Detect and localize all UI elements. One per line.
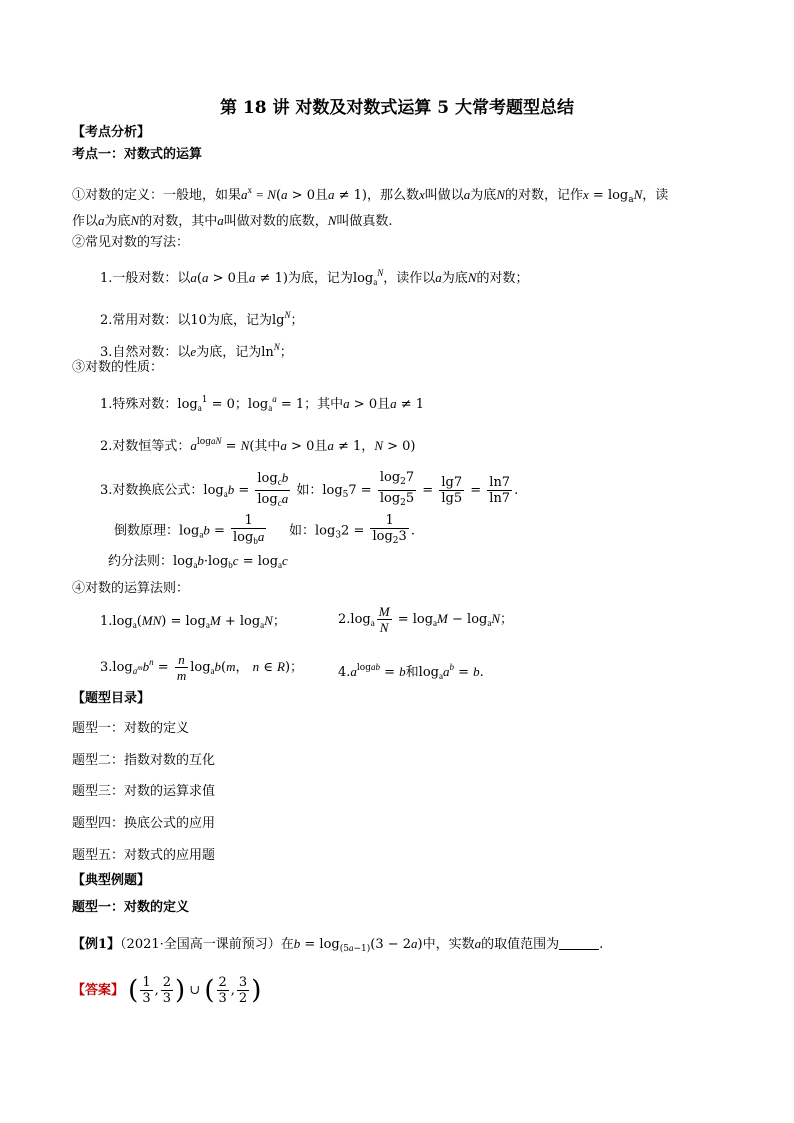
reciprocal-principle: 倒数原理：$\log_ab$ = $\frac{1}{\log_ba}$ 如：$\log_32$ = $\frac{1}{\log_23}$ . (114, 513, 415, 546)
rule-2: $2.\log_a$ $\frac{M}{N}$ = $\log_aM - \log_aN$； (338, 604, 514, 635)
example-1-answer: 【答案】 ( $\frac{1}{3}$ , $\frac{2}{3}$ ) ∪ ( $\frac{2}{3}$ , $\frac{3}{2}$ ) (72, 975, 262, 1006)
common-log-heading: ②常见对数的写法： (72, 235, 190, 250)
common-log-2: 2.常用对数：以10为底，记为$\lg^N$； (100, 310, 304, 328)
page-title: 第 18 讲 对数及对数式运算 5 大常考题型总结 (219, 98, 575, 118)
rule-4: $4.a^{logab} = b$和$\log_aa^b = b$. (338, 662, 484, 681)
answer-blank (559, 937, 599, 950)
property-2: 2.对数恒等式：$a^{logaN} = N$(其中a > 0且a ≠ 1，N > 0) (100, 436, 416, 454)
toc-item: 题型二：指数对数的互化 (72, 753, 216, 768)
toc-item: 题型四：换底公式的应用 (72, 816, 216, 831)
common-log-3: 3.自然对数：以e为底，记为$\ln^N$； (100, 342, 293, 360)
property-1: 1.特殊对数：$\log_a^1 = 0$；$\log_a^a = 1$；其中a > 0且a ≠ 1 (100, 394, 425, 413)
property-3-change-of-base: 3.对数换底公式：$\log_ab$ = $\frac{\log_cb}{\log_ca}$ 如：$\log_57$ = $\frac{\log_27}{\log_25}$ = $\frac{\lg 7}{\lg 5}$ = $\frac{\ln 7}{\ln 7}$ . (100, 470, 519, 508)
key-point-1: 考点一：对数式的运算 (72, 147, 203, 162)
toc-item: 题型五：对数式的应用题 (72, 848, 216, 863)
section-toc: 【题型目录】 (72, 691, 151, 706)
definition-line-1: ①对数的定义：一般地，如果$a^x = N(a > 0$且a ≠ 1)，那么数x叫做以a为底N的对数，记作$x = \log_aN$，读 (72, 185, 669, 205)
section-analysis: 【考点分析】 (72, 125, 151, 140)
example-1: 【例1】（2021·全国高一课前预习）在$b = \log_{(5a-1)}(3 - 2a)$中，实数a的取值范围为 . (72, 936, 604, 954)
common-log-1: 1.一般对数：以a(a > 0且a ≠ 1)为底，记为$\log_a^N$，读作以a为底N的对数； (100, 268, 529, 287)
properties-heading: ③对数的性质： (72, 360, 164, 375)
definition-line-2: 作以a为底N的对数，其中a叫做对数的底数，N叫做真数. (72, 213, 393, 229)
type-1-heading: 题型一：对数的定义 (72, 900, 190, 915)
rule-1: $1.\log_a(MN) = \log_aM + \log_aN$； (100, 613, 286, 630)
rule-3: $3.\log_{a^m}b^n$ = $\frac{n}{m}$ $\log_ab(m$， n ∈ R)； (100, 652, 304, 683)
toc-item: 题型三：对数的运算求值 (72, 784, 216, 799)
chain-rule: 约分法则：$\log_ab\cdot\log_bc = \log_ac$ (108, 553, 288, 570)
toc-item: 题型一：对数的定义 (72, 721, 190, 736)
section-examples: 【典型例题】 (72, 873, 151, 888)
rules-heading: ④对数的运算法则： (72, 581, 190, 596)
